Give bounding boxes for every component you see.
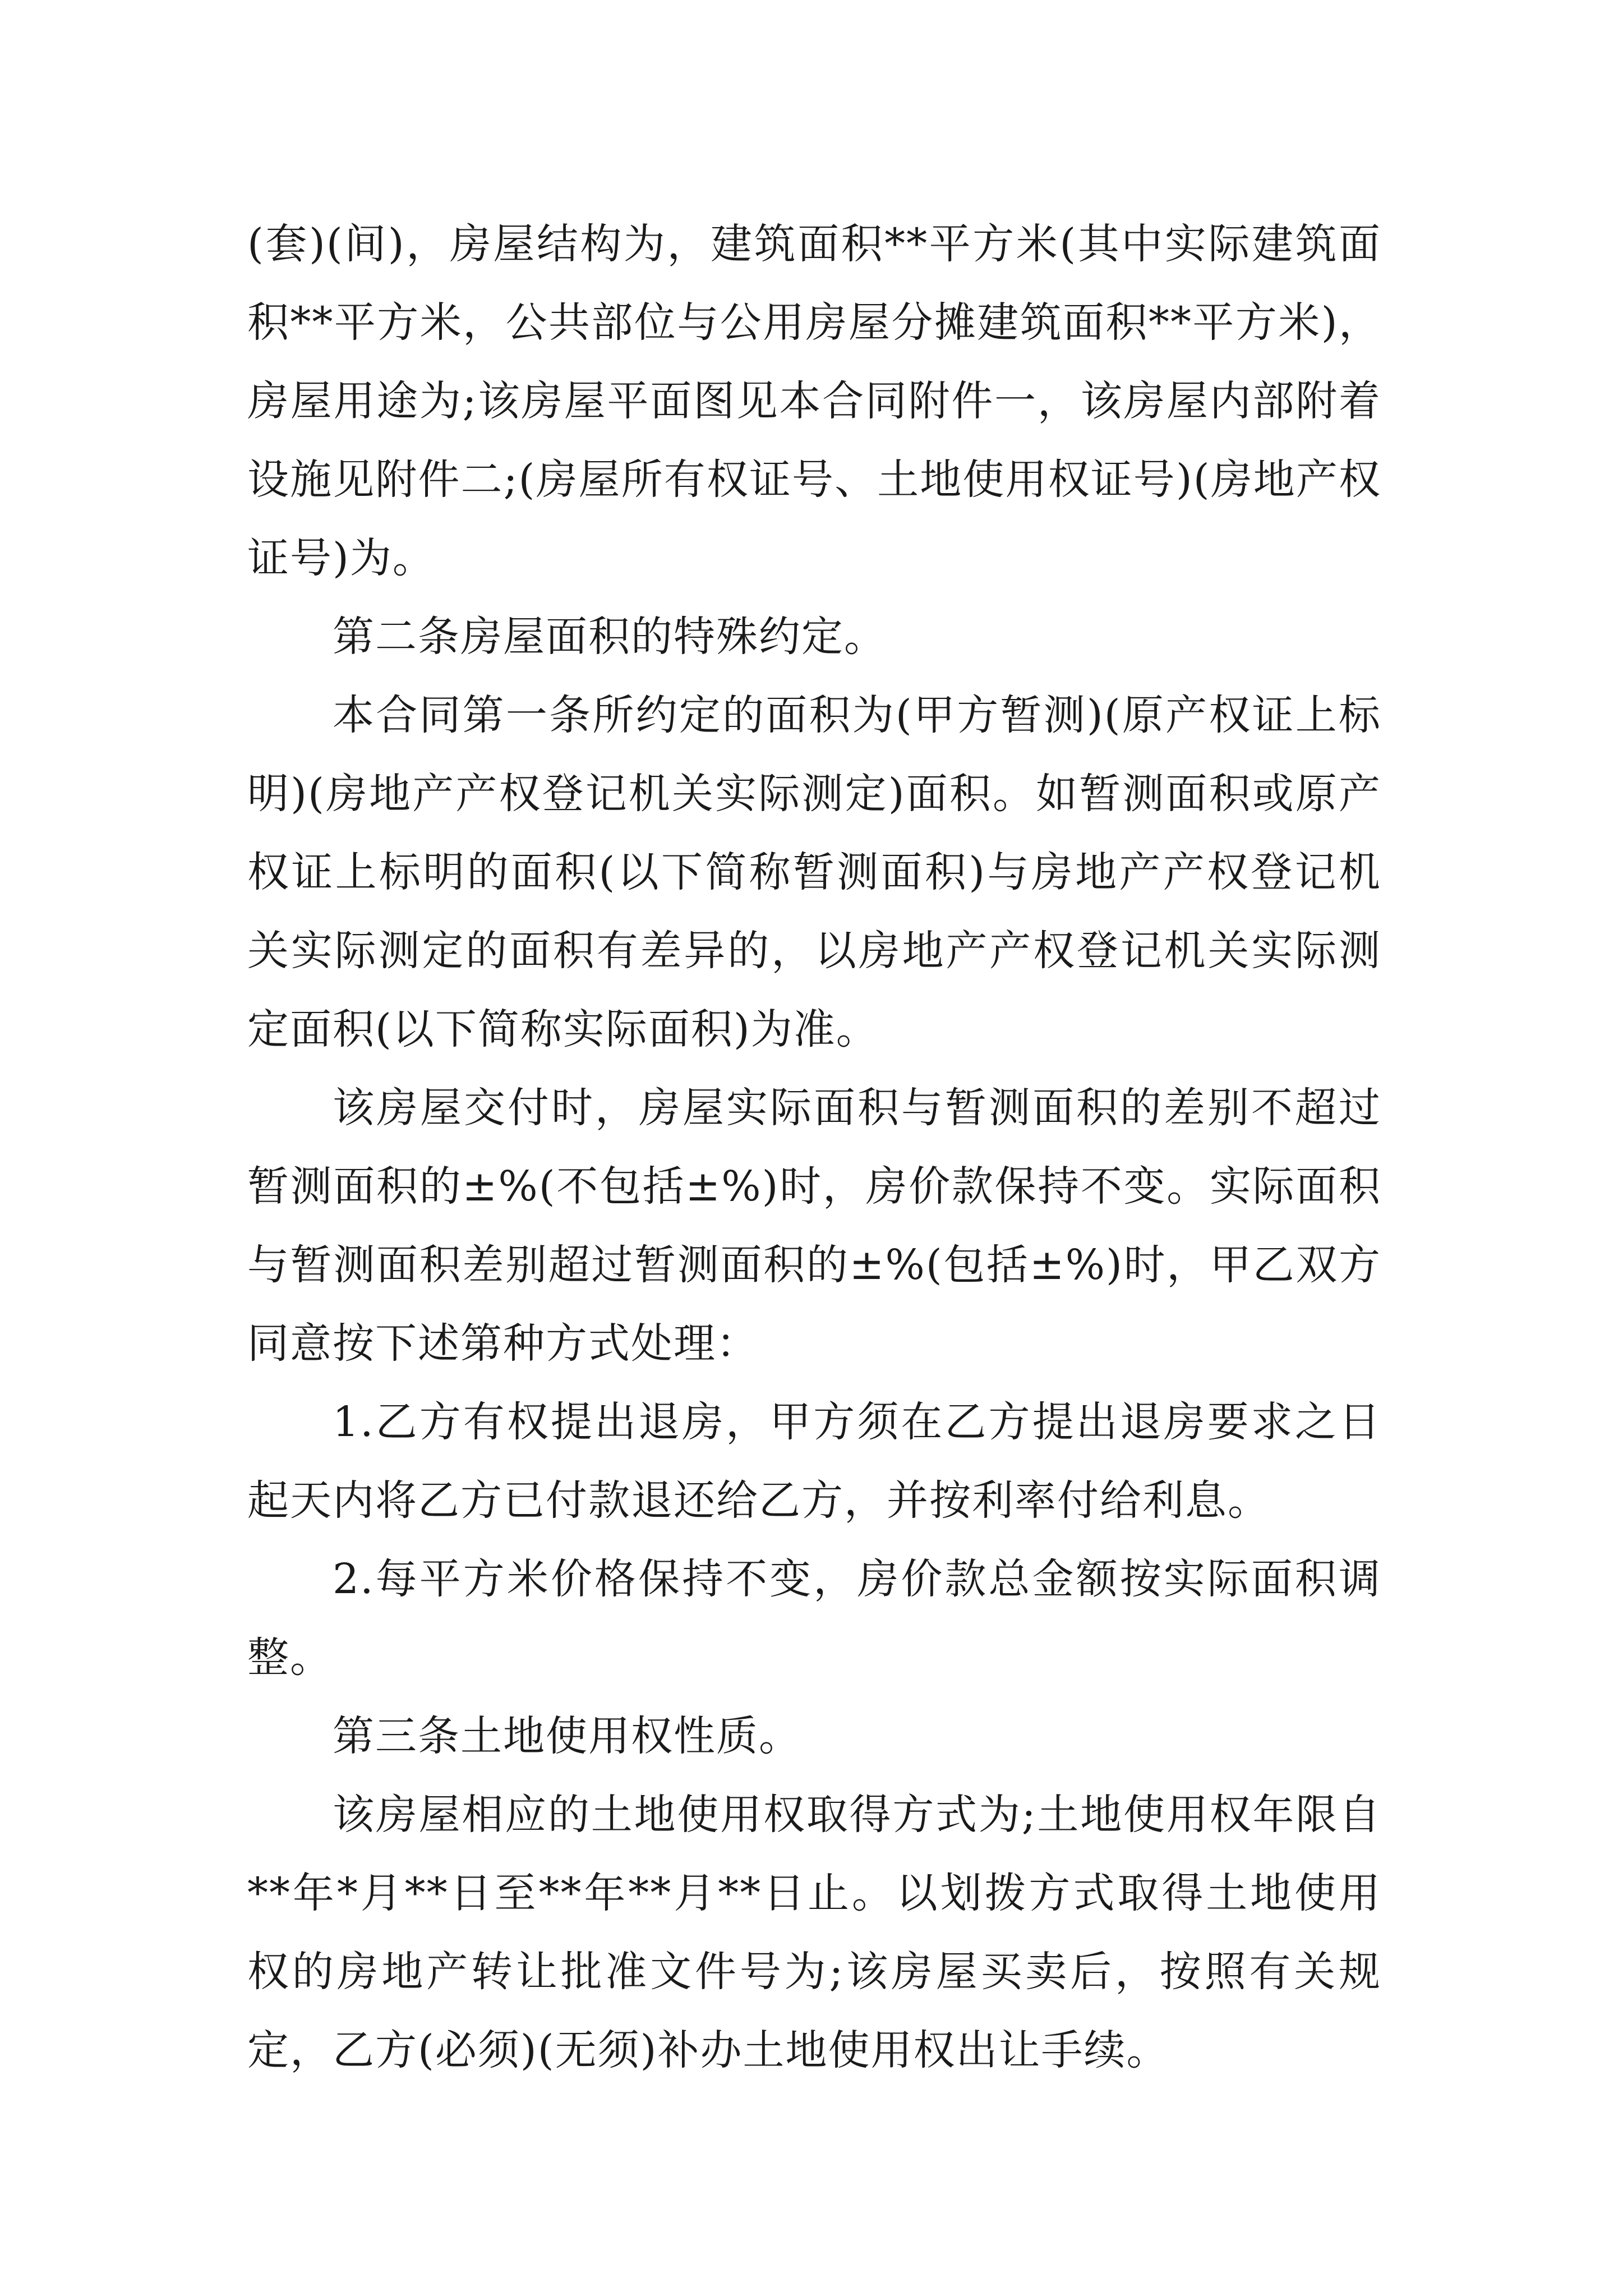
paragraph-land-use-right: 该房屋相应的土地使用权取得方式为;土地使用权年限自**年*月**日至**年**月**日止。以划拨方式取得土地使用权的房地产转让批准文件号为;该房屋买卖后，按照有关规定，乙方(必须)(无须)补办土地使用权出让手续。 [247, 1791, 1381, 2074]
option-2-adjust-price: 2.每平方米价格保持不变，房价款总金额按实际面积调整。 [247, 1555, 1381, 1682]
document-body [247, 205, 1381, 2090]
clause-3-heading: 第三条土地使用权性质。 [333, 1712, 801, 1760]
clause-2-heading: 第二条房屋面积的特殊约定。 [333, 613, 887, 661]
paragraph-house-description: (套)(间)，房屋结构为，建筑面积**平方米(其中实际建筑面积**平方米，公共部位与公用房屋分摊建筑面积**平方米)，房屋用途为;该房屋平面图见本合同附件一，该房屋内部附着设施见附件二;(房屋所有权证号、土地使用权证号)(房地产权证号)为。 [247, 220, 1381, 582]
paragraph-area-definition: 本合同第一条所约定的面积为(甲方暂测)(原产权证上标明)(房地产产权登记机关实际测定)面积。如暂测面积或原产权证上标明的面积(以下简称暂测面积)与房地产产权登记机关实际测定的面积有差异的，以房地产产权登记机关实际测定面积(以下简称实际面积)为准。 [247, 691, 1381, 1053]
option-1-refund: 1.乙方有权提出退房，甲方须在乙方提出退房要求之日起天内将乙方已付款退还给乙方，并按利率付给利息。 [247, 1398, 1381, 1525]
paragraph-area-difference: 该房屋交付时，房屋实际面积与暂测面积的差别不超过暂测面积的±%(不包括±%)时，房价款保持不变。实际面积与暂测面积差别超过暂测面积的±%(包括±%)时，甲乙双方同意按下述第种方式处理： [247, 1084, 1381, 1368]
